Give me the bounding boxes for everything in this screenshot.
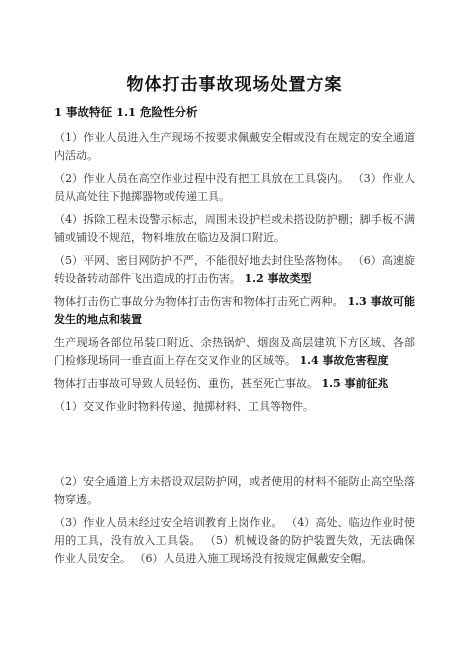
section-heading-locations: 1.3 事故可能发生的地点和装置: [54, 295, 416, 326]
section-heading-hazard-degree: 1.4 事故危害程度: [299, 354, 389, 367]
blank-space: [54, 421, 415, 473]
section-heading-accident-type: 1.2 事故类型: [244, 272, 312, 285]
paragraph-7-text: 物体打击事故可导致人员轻伤、重伤，甚至死亡事故。: [54, 377, 318, 390]
paragraph-2: （2）作业人员在高空作业过程中没有把工具放在工具袋内。 （3）作业人员从高处往下抛掷器物或传递工具。: [54, 172, 415, 203]
paragraph-4-text: （5）平网、密目网防护不严，不能很好地去封住坠落物体。 （6）高速旋转设备转动部件飞出造成的打击伤害。: [54, 254, 415, 285]
paragraph-8: （1）交叉作业时物料传递、抛掷材料、工具等物件。: [54, 400, 314, 413]
section-heading-accident-features: 1 事故特征 1.1 危险性分析: [54, 105, 198, 119]
paragraph-3: （4）拆除工程未设警示标志，周围未设护栏或未搭设防护棚；脚手板不满铺或铺设不规范，物料堆放在临边及洞口附近。: [54, 213, 415, 244]
paragraph-4: [54, 252, 415, 288]
paragraph-10: （3）作业人员未经过安全培训教育上岗作业。 （4）高处、临边作业时使用的工具，没有放入工具袋。 （5）机械设备的防护装置失效，无法确保作业人员安全。 （6）人员进入施工现场没有按规定佩戴安全帽。: [54, 516, 415, 565]
paragraph-6: [54, 334, 415, 370]
document-title: 物体打击事故现场处置方案: [126, 75, 343, 95]
paragraph-6-text: 生产现场各部位吊装口附近、余热锅炉、烟囱及高层建筑下方区域、各部门检修现场同一垂直面上存在交叉作业的区域等。: [54, 336, 415, 367]
paragraph-5-text: 物体打击伤亡事故分为物体打击伤害和物体打击死亡两种。: [54, 295, 344, 308]
paragraph-1: （1）作业人员进入生产现场不按要求佩戴安全帽或没有在规定的安全通道 内活动。: [54, 131, 415, 162]
section-heading-precursors: 1.5 事前征兆: [321, 377, 389, 390]
paragraph-5: [54, 293, 415, 329]
paragraph-7: [54, 375, 415, 393]
paragraph-9: （2）安全通道上方未搭设双层防护网，或者使用的材料不能防止高空坠落物穿透。: [54, 475, 415, 506]
